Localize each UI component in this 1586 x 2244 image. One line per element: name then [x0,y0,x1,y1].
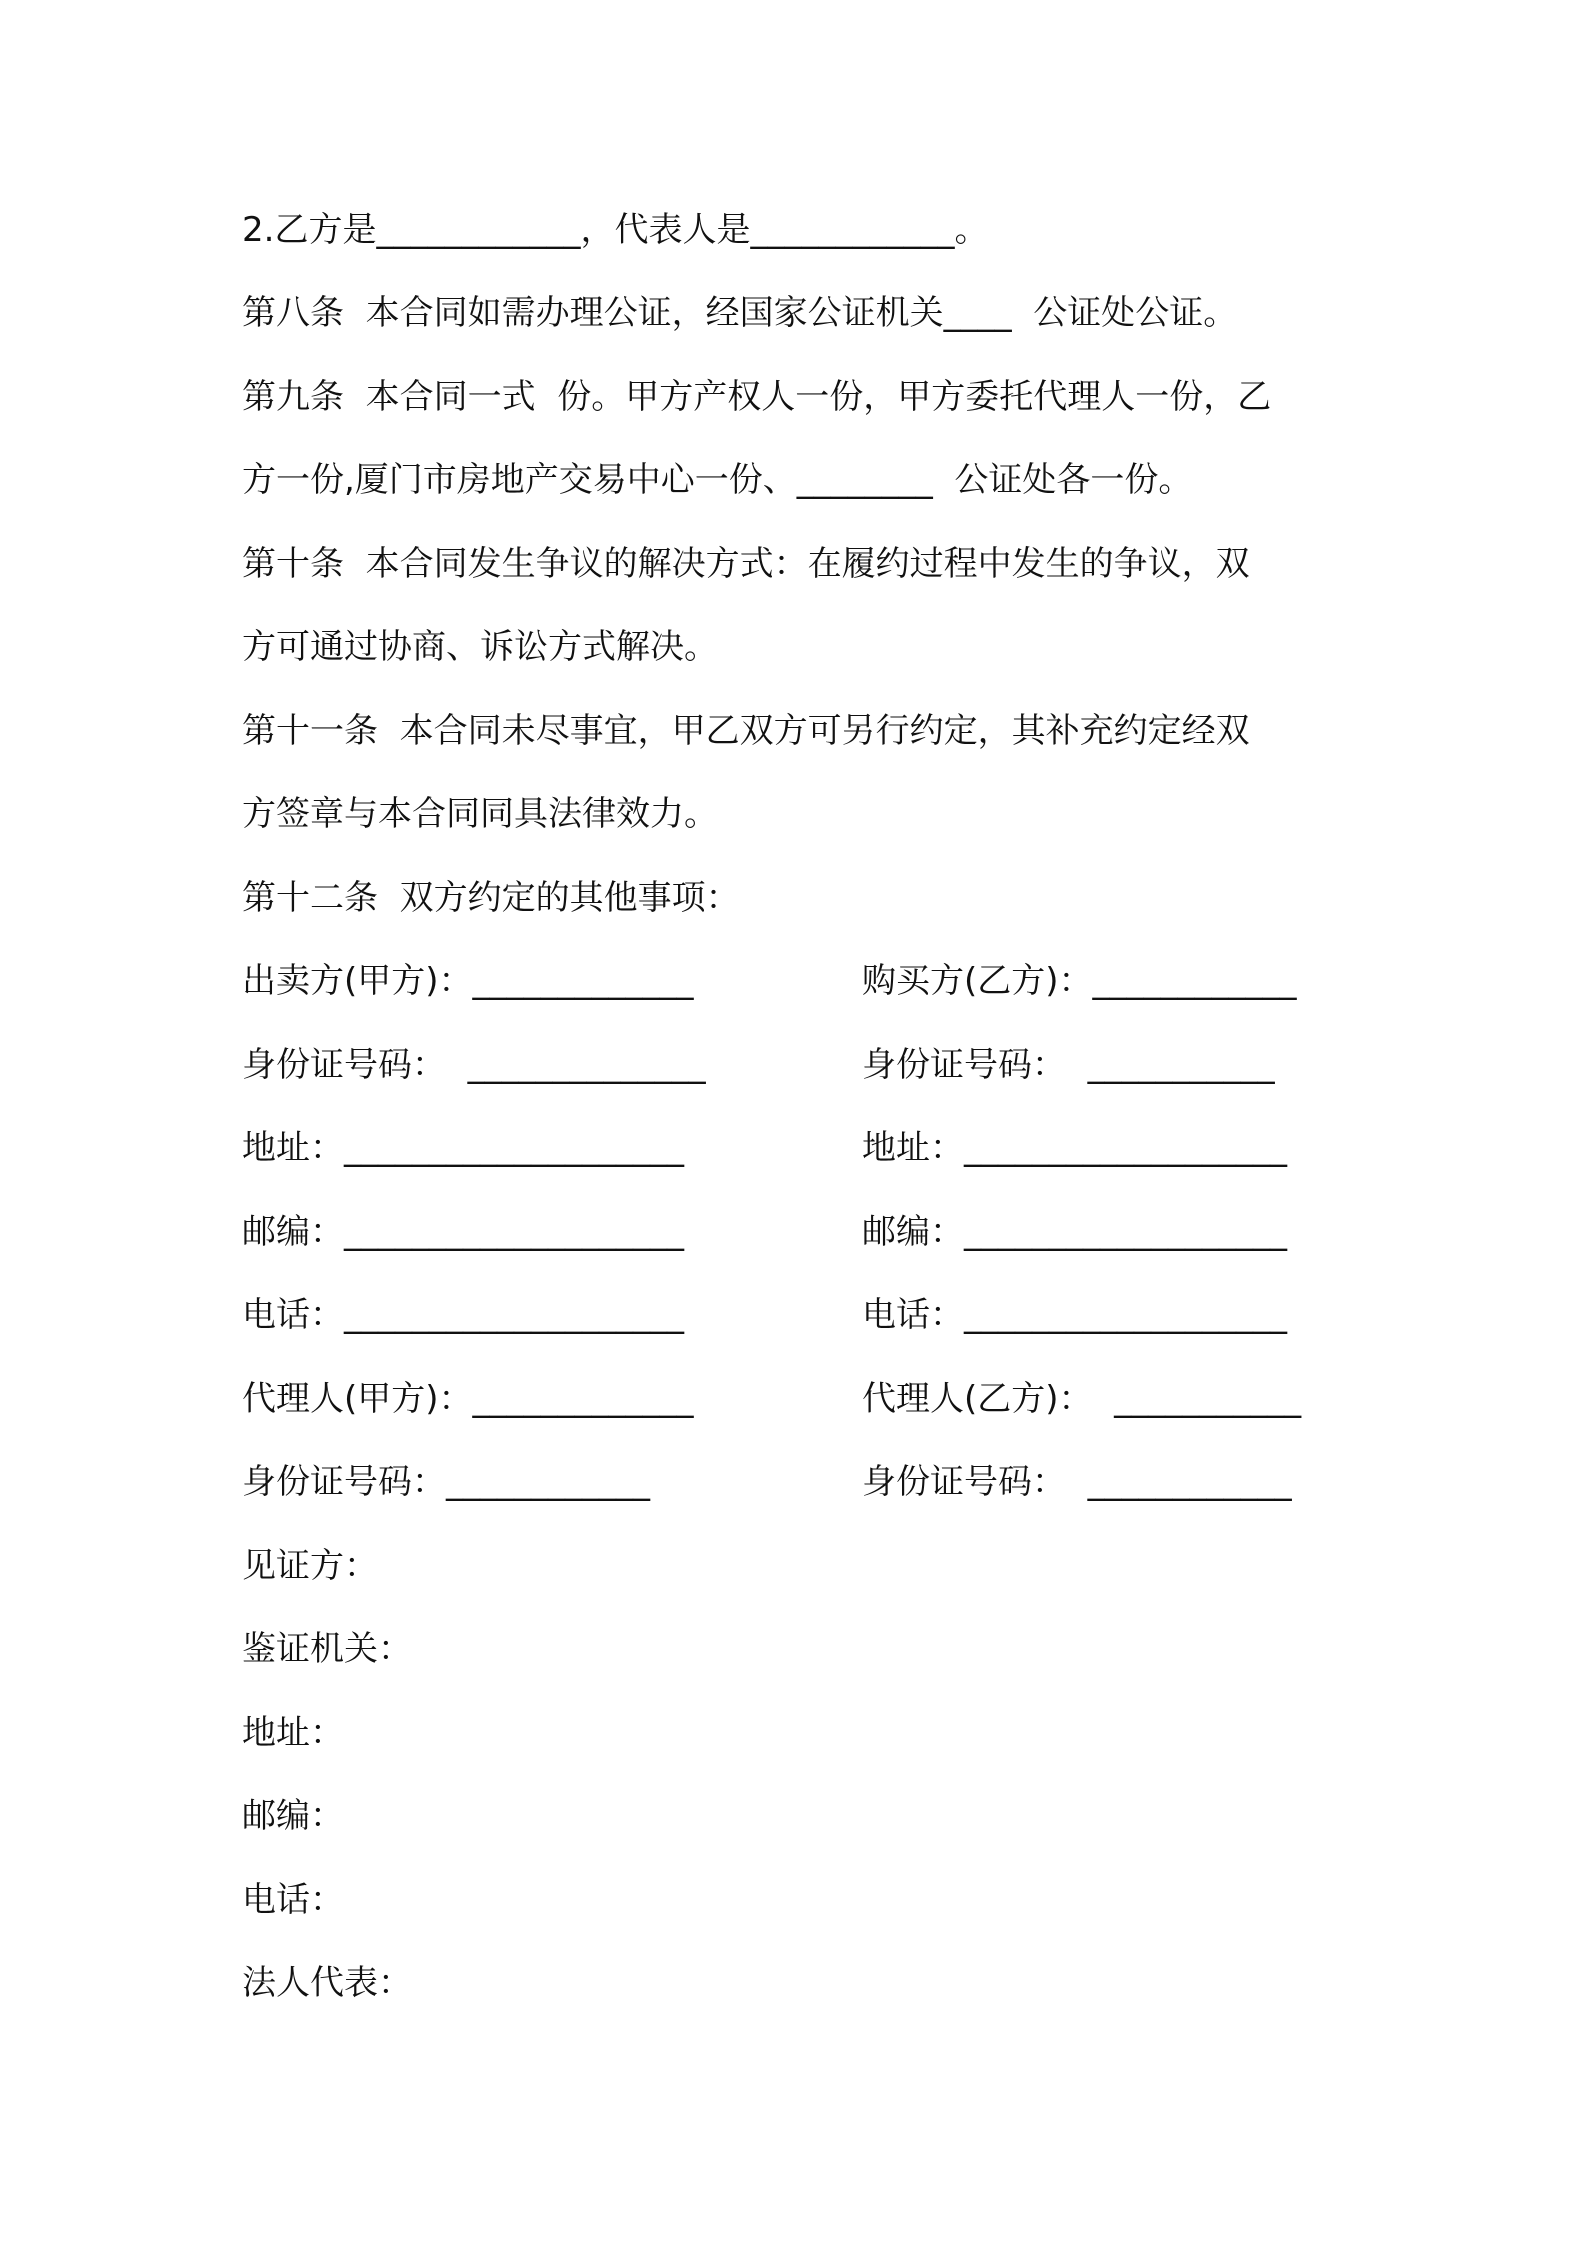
witness-phone-label: 电话： [242,1880,344,1920]
buyer-agent-id-field: 身份证号码： ____________ [862,1462,1292,1502]
seller-field: 出卖方(甲方)：_____________ [242,961,694,1001]
article-9-line-1: 第九条 本合同一式 份。甲方产权人一份，甲方委托代理人一份，乙 [242,377,1272,417]
party-b-line: 2.乙方是____________，代表人是____________。 [242,210,989,250]
seller-address-field: 地址：____________________ [242,1128,684,1168]
buyer-agent-field: 代理人(乙方)： ___________ [862,1379,1302,1419]
seller-agent-id-field: 身份证号码：____________ [242,1462,650,1502]
article-10-line-2: 方可通过协商、诉讼方式解决。 [242,627,718,667]
seller-phone-field: 电话：____________________ [242,1295,684,1335]
article-11-line-2: 方签章与本合同同具法律效力。 [242,794,718,834]
witness-address-label: 地址： [242,1713,344,1753]
buyer-id-field: 身份证号码： ___________ [862,1045,1275,1085]
witness-label: 见证方： [242,1546,378,1586]
legal-representative-label: 法人代表： [242,1963,412,2003]
article-12: 第十二条 双方约定的其他事项： [242,878,740,918]
article-11-line-1: 第十一条 本合同未尽事宜，甲乙双方可另行约定，其补充约定经双 [242,711,1250,751]
witness-zip-label: 邮编： [242,1796,344,1836]
authority-label: 鉴证机关： [242,1629,412,1669]
article-10-line-1: 第十条 本合同发生争议的解决方式：在履约过程中发生的争议，双 [242,544,1250,584]
article-8: 第八条 本合同如需办理公证，经国家公证机关____ 公证处公证。 [242,293,1238,333]
article-9-line-2: 方一份,厦门市房地产交易中心一份、________ 公证处各一份。 [242,460,1193,500]
seller-id-field: 身份证号码： ______________ [242,1045,706,1085]
buyer-phone-field: 电话：___________________ [862,1295,1287,1335]
buyer-field: 购买方(乙方)：____________ [862,961,1297,1001]
seller-zip-field: 邮编：____________________ [242,1212,684,1252]
buyer-zip-field: 邮编：___________________ [862,1212,1287,1252]
buyer-address-field: 地址：___________________ [862,1128,1287,1168]
seller-agent-field: 代理人(甲方)：_____________ [242,1379,694,1419]
